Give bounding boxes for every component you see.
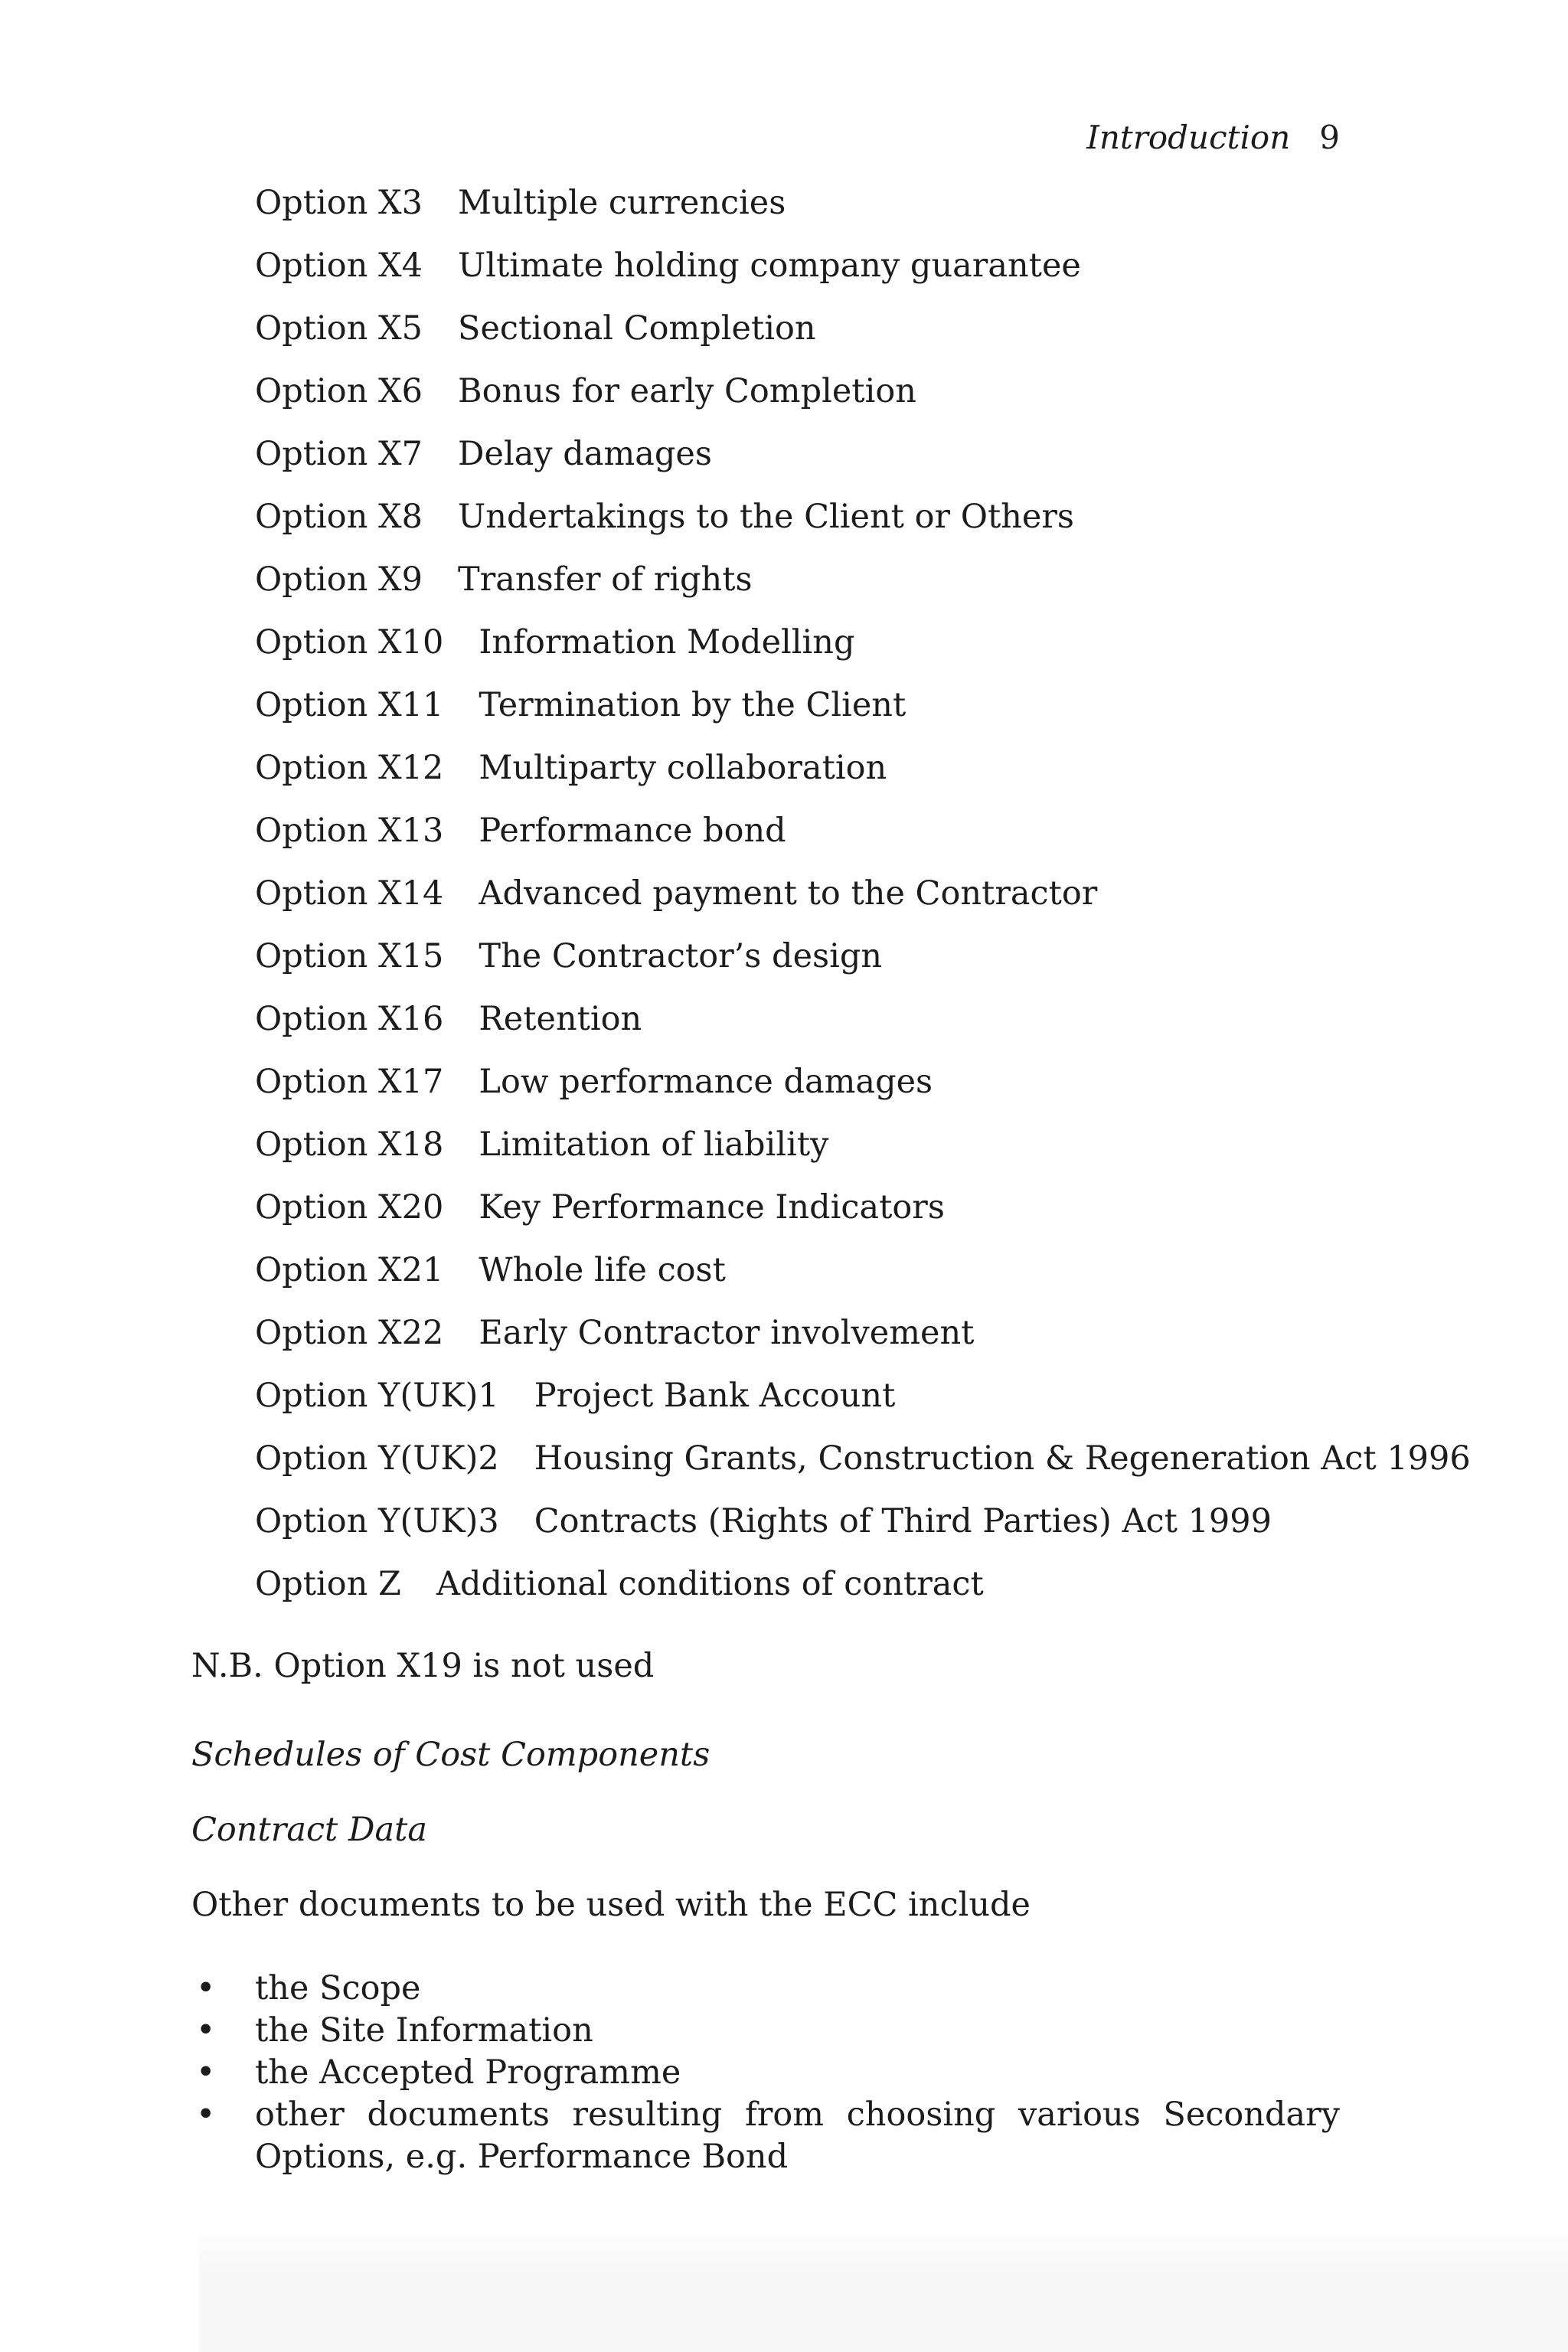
option-code: Option X22 — [255, 1314, 444, 1352]
option-row — [255, 616, 1373, 678]
option-code: Option X11 — [255, 686, 444, 724]
option-label: Early Contractor involvement — [479, 1314, 975, 1352]
option-row — [255, 1243, 1373, 1306]
list-item — [191, 2094, 1340, 2178]
schedules-heading: Schedules of Cost Components — [191, 1736, 710, 1774]
option-row — [255, 302, 1373, 364]
option-row — [255, 678, 1373, 741]
option-row — [255, 867, 1373, 929]
option-label: Limitation of liability — [479, 1125, 829, 1164]
option-code: Option X17 — [255, 1063, 444, 1101]
option-row — [255, 1557, 1373, 1620]
option-row — [255, 364, 1373, 427]
option-row — [255, 490, 1373, 553]
option-code: Option X12 — [255, 749, 444, 787]
option-label: Ultimate holding company guarantee — [458, 247, 1081, 285]
option-code: Option Y(UK)1 — [255, 1377, 499, 1415]
secondary-options-list — [255, 176, 1471, 1620]
option-code: Option X9 — [255, 560, 423, 599]
option-row — [255, 1369, 1373, 1432]
page-number: 9 — [1319, 119, 1340, 156]
option-label: Multiple currencies — [458, 184, 786, 222]
list-item — [191, 1968, 1340, 2010]
option-code: Option X18 — [255, 1125, 444, 1164]
option-code: Option Y(UK)2 — [255, 1439, 499, 1478]
option-label: Termination by the Client — [479, 686, 906, 724]
option-row — [255, 427, 1373, 490]
contract-data-heading: Contract Data — [191, 1811, 428, 1849]
documents-bullet-list — [191, 1968, 1340, 2178]
option-label: Housing Grants, Construction & Regeneration Act 1996 — [534, 1439, 1471, 1478]
bullet-icon: • — [196, 2053, 216, 2092]
option-label: Information Modelling — [479, 623, 855, 662]
other-documents-intro: Other documents to be used with the ECC include — [191, 1886, 1031, 1924]
option-row — [255, 1055, 1373, 1118]
option-code: Option X8 — [255, 498, 423, 536]
option-code: Option Z — [255, 1565, 401, 1603]
option-label: Sectional Completion — [458, 309, 816, 348]
option-row — [255, 553, 1373, 616]
option-row — [255, 1494, 1373, 1557]
option-row — [255, 804, 1373, 867]
option-label: Low performance damages — [479, 1063, 933, 1101]
option-code: Option X21 — [255, 1251, 444, 1289]
option-row — [255, 1181, 1373, 1243]
list-item-text: the Scope — [255, 1969, 421, 2007]
option-code: Option X4 — [255, 247, 423, 285]
option-row — [255, 741, 1373, 804]
option-label: Additional conditions of contract — [436, 1565, 984, 1603]
option-row — [255, 992, 1373, 1055]
note-paragraph: N.B. Option X19 is not used — [191, 1647, 655, 1685]
list-item — [191, 2010, 1340, 2052]
option-code: Option Y(UK)3 — [255, 1502, 499, 1540]
option-label: Multiparty collaboration — [479, 749, 887, 787]
scan-shadow — [199, 2224, 1568, 2352]
option-code: Option X13 — [255, 812, 444, 850]
option-label: Whole life cost — [479, 1251, 726, 1289]
option-label: Transfer of rights — [458, 560, 753, 599]
option-label: Performance bond — [479, 812, 786, 850]
option-row — [255, 176, 1373, 239]
running-head — [1086, 115, 1340, 161]
bullet-icon: • — [196, 2011, 216, 2050]
list-item-text: other documents resulting from choosing various Secondary Options, e.g. Performance Bond — [255, 2096, 1340, 2176]
option-code: Option X14 — [255, 874, 444, 913]
option-code: Option X6 — [255, 372, 423, 410]
option-row — [255, 1118, 1373, 1181]
running-head-title: Introduction — [1086, 119, 1291, 156]
list-item-text: the Accepted Programme — [255, 2053, 681, 2092]
option-label: Delay damages — [458, 435, 712, 473]
option-row — [255, 929, 1373, 992]
option-label: Key Performance Indicators — [479, 1188, 945, 1227]
bullet-icon: • — [196, 1969, 216, 2007]
option-label: Retention — [479, 1000, 642, 1038]
option-row — [255, 1432, 1471, 1494]
bullet-icon: • — [196, 2096, 216, 2134]
option-code: Option X16 — [255, 1000, 444, 1038]
option-row — [255, 239, 1373, 302]
option-label: Contracts (Rights of Third Parties) Act 1999 — [534, 1502, 1272, 1540]
option-label: Project Bank Account — [534, 1377, 896, 1415]
option-code: Option X15 — [255, 937, 444, 975]
option-code: Option X7 — [255, 435, 423, 473]
option-code: Option X20 — [255, 1188, 444, 1227]
option-label: Undertakings to the Client or Others — [458, 498, 1075, 536]
option-code: Option X5 — [255, 309, 423, 348]
option-label: The Contractor’s design — [479, 937, 883, 975]
option-row — [255, 1306, 1373, 1369]
option-code: Option X10 — [255, 623, 444, 662]
list-item-text: the Site Information — [255, 2011, 593, 2050]
list-item — [191, 2052, 1340, 2094]
option-label: Advanced payment to the Contractor — [479, 874, 1098, 913]
option-label: Bonus for early Completion — [458, 372, 916, 410]
option-code: Option X3 — [255, 184, 423, 222]
